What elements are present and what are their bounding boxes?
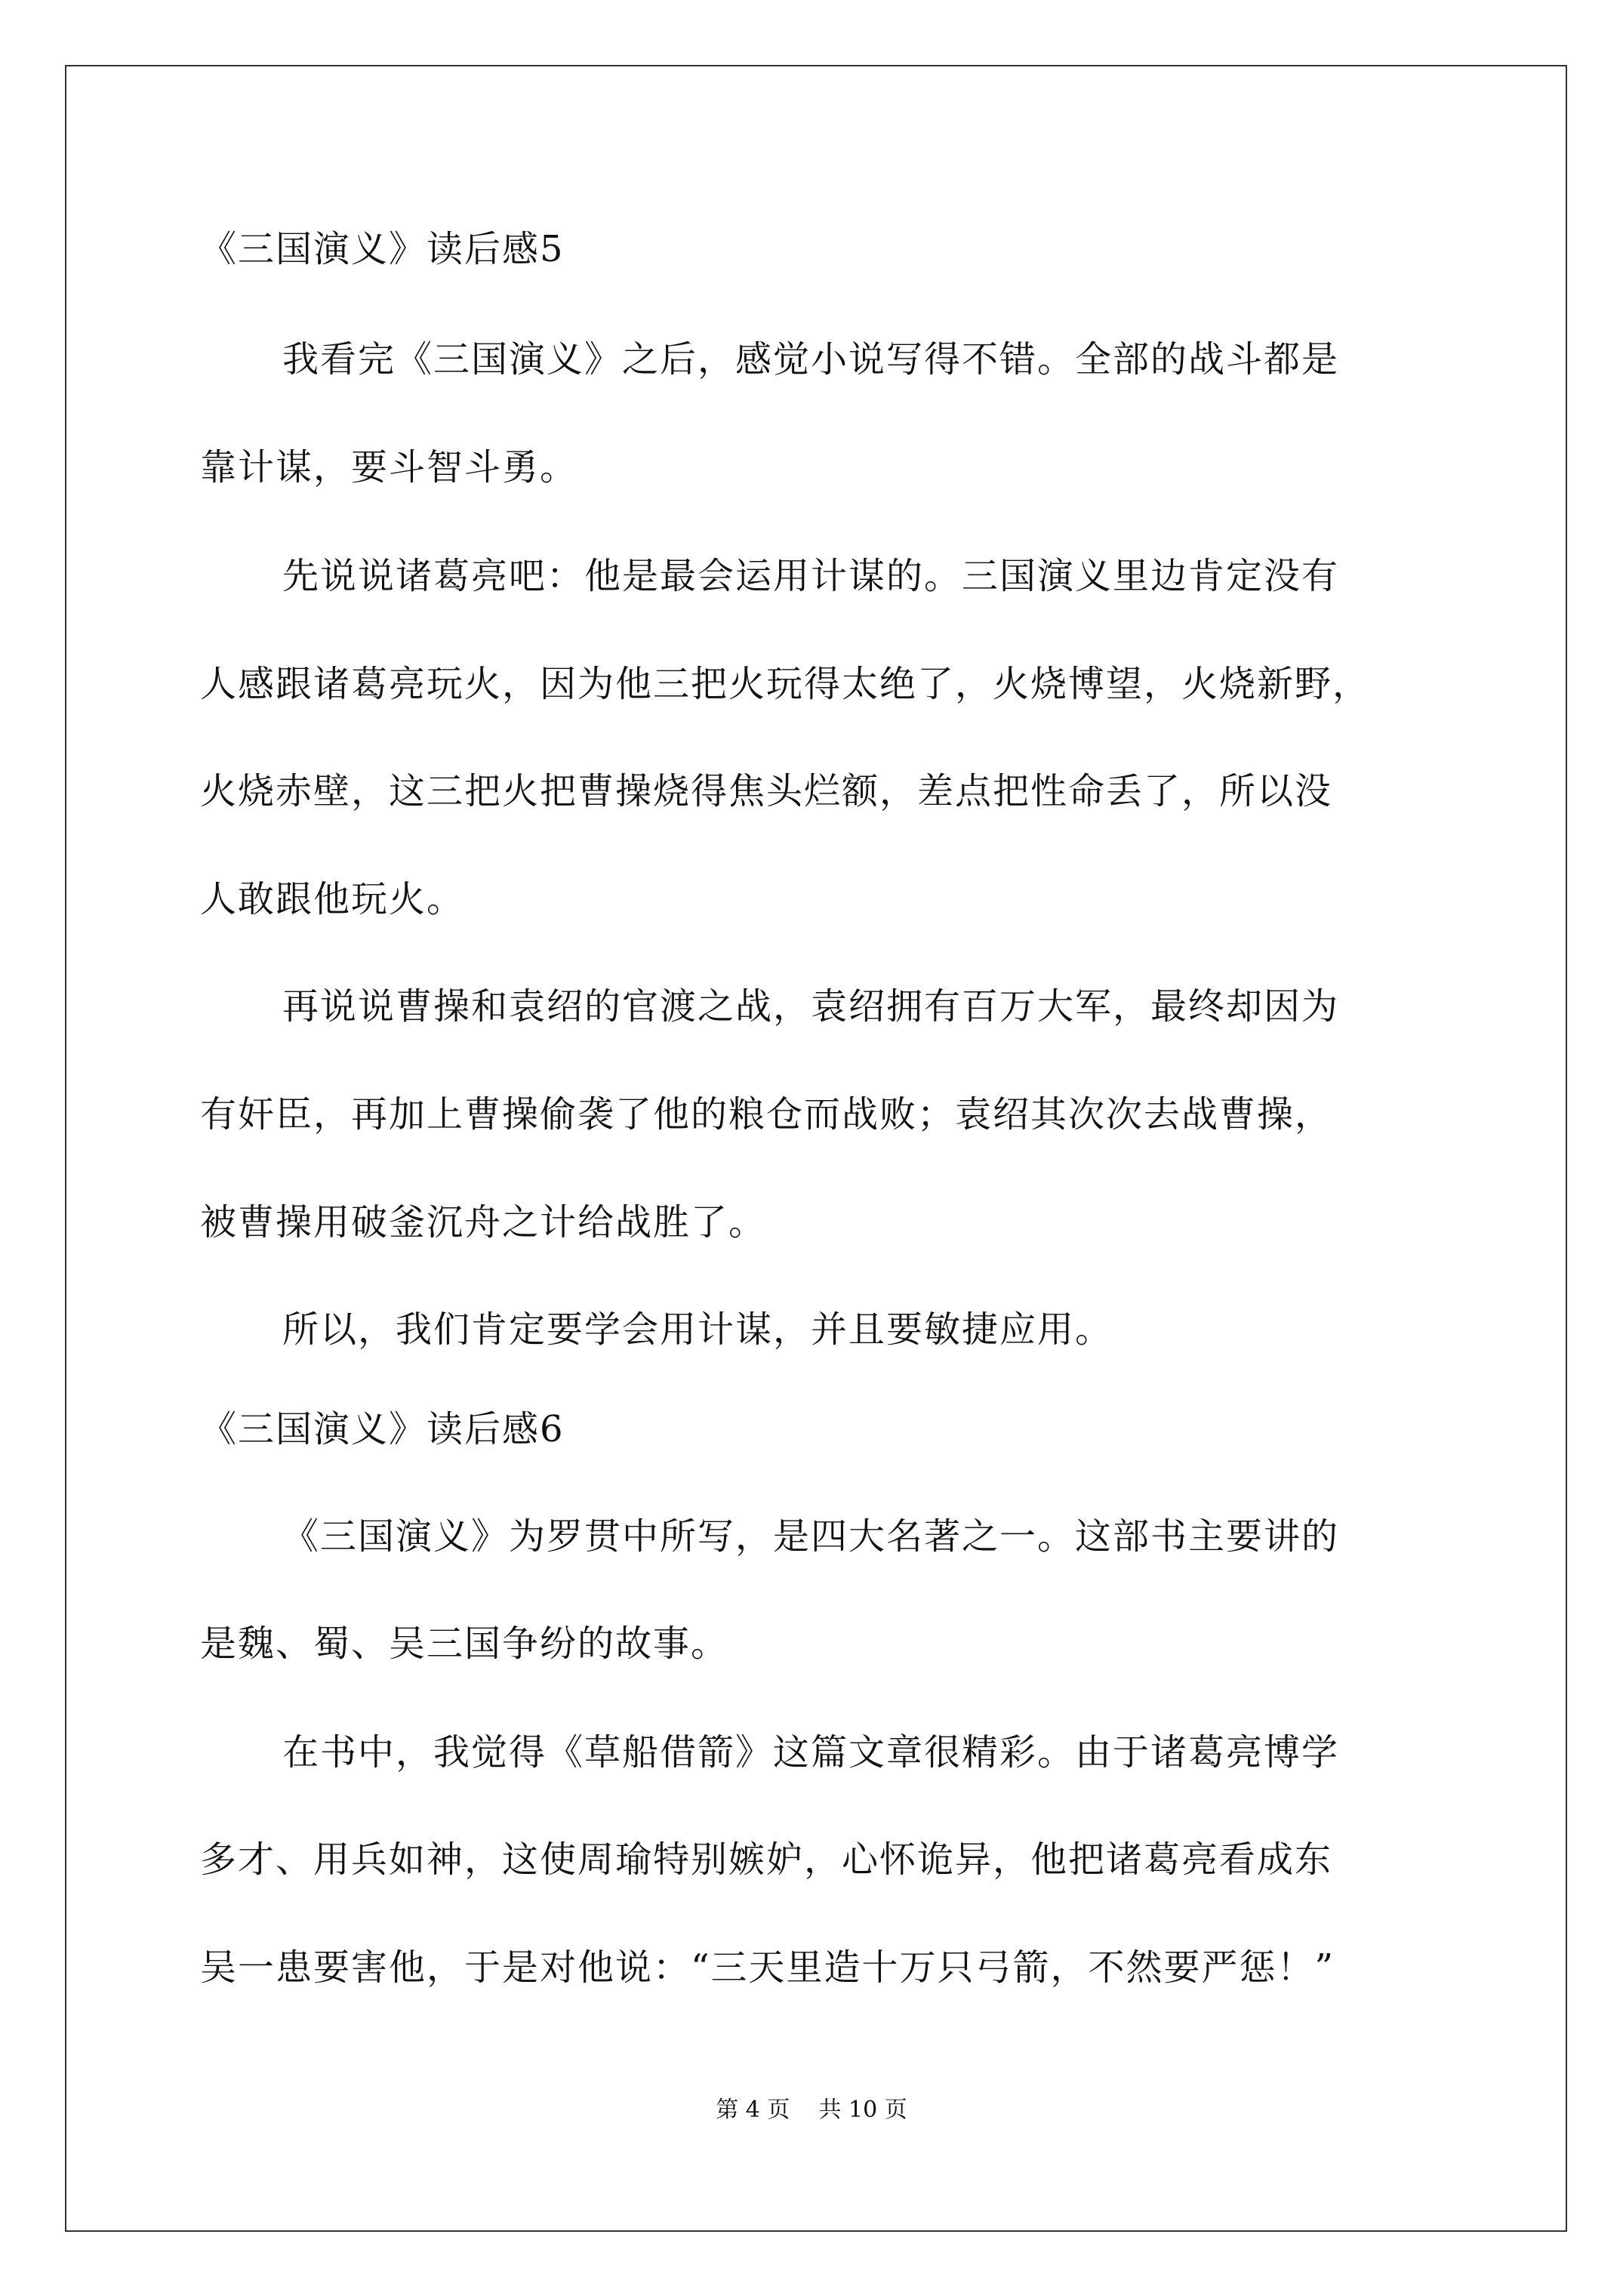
paragraph-line: 吴一患要害他，于是对他说：“三天里造十万只弓箭，不然要严惩！” (200, 1946, 1335, 1989)
paragraph-line: 人敢跟他玩火。 (200, 878, 465, 920)
paragraph-line: 有奸臣，再加上曹操偷袭了他的粮仓而战败；袁绍其次次去战曹操， (200, 1093, 1333, 1136)
paragraph-line: 被曹操用破釜沉舟之计给战胜了。 (200, 1201, 767, 1244)
paragraph-line: 是魏、蜀、吴三国争纷的故事。 (200, 1623, 729, 1665)
paragraph-line: 多才、用兵如神，这使周瑜特别嫉妒，心怀诡异，他把诸葛亮看成东 (200, 1838, 1333, 1881)
page-border (65, 65, 1567, 2232)
paragraph-line: 在书中，我觉得《草船借箭》这篇文章很精彩。由于诸葛亮博学 (282, 1731, 1340, 1774)
section-heading-5: 《三国演义》读后感5 (200, 228, 565, 270)
paragraph-line: 我看完《三国演义》之后，感觉小说写得不错。全部的战斗都是 (282, 338, 1340, 381)
paragraph-line: 《三国演义》为罗贯中所写，是四大名著之一。这部书主要讲的 (282, 1515, 1340, 1558)
paragraph-line: 人感跟诸葛亮玩火，因为他三把火玩得太绝了，火烧博望，火烧新野， (200, 663, 1371, 705)
paragraph-line: 所以，我们肯定要学会用计谋，并且要敏捷应用。 (282, 1308, 1113, 1351)
paragraph-line: 靠计谋，要斗智斗勇。 (200, 446, 578, 488)
section-heading-6: 《三国演义》读后感6 (200, 1408, 565, 1450)
paragraph-line: 再说说曹操和袁绍的官渡之战，袁绍拥有百万大军，最终却因为 (282, 985, 1340, 1028)
page-number-footer: 第 4 页 共 10 页 (716, 2097, 907, 2123)
paragraph-line: 火烧赤壁，这三把火把曹操烧得焦头烂额，差点把性命丢了，所以没 (200, 770, 1333, 812)
paragraph-line: 先说说诸葛亮吧：他是最会运用计谋的。三国演义里边肯定没有 (282, 555, 1340, 597)
